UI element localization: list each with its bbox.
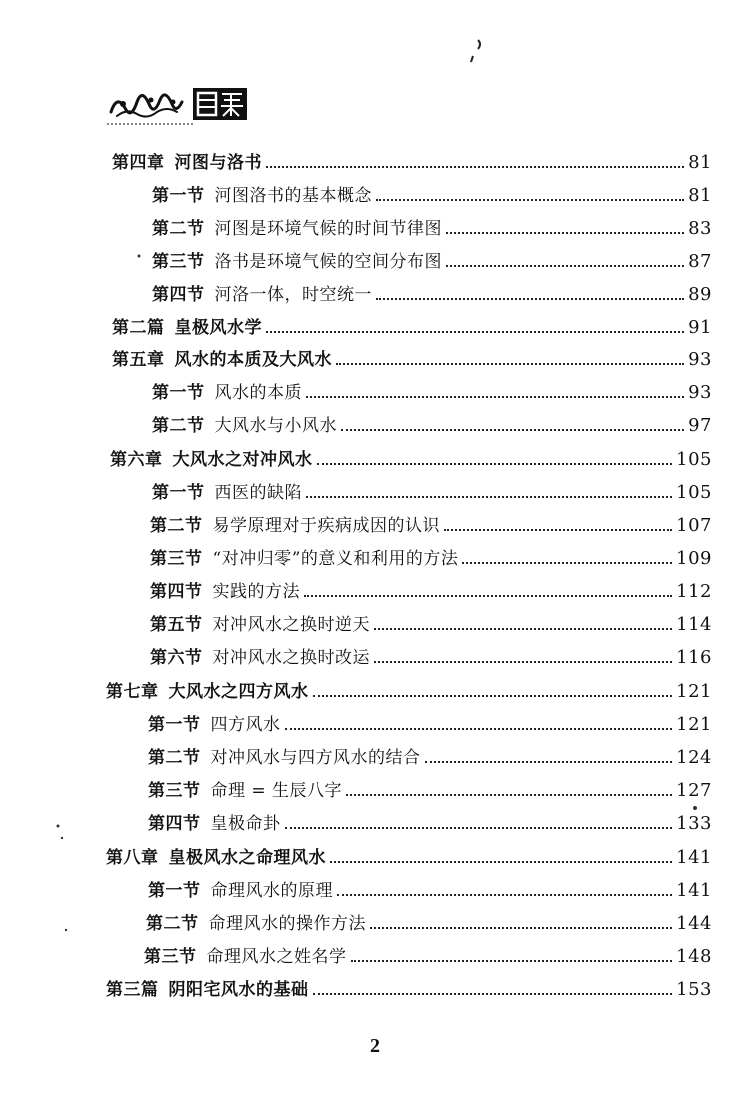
toc-entry-chapter[interactable] xyxy=(106,672,712,702)
toc-entry-page: 87 xyxy=(688,251,712,272)
dot-leader xyxy=(444,529,672,531)
toc-entry-title: 对冲风水之换时改运 xyxy=(212,648,370,668)
toc-entry-title: 河图洛书的基本概念 xyxy=(214,186,372,206)
toc-entry-title: 河图与洛书 xyxy=(174,153,262,173)
toc-entry-number: 第七章 xyxy=(106,682,159,702)
dot-leader xyxy=(313,695,673,697)
toc-entry-section[interactable] xyxy=(150,539,712,569)
dot-leader xyxy=(336,363,684,365)
toc-entry-page: 112 xyxy=(676,581,712,602)
dot-leader xyxy=(266,331,684,333)
toc-entry-label xyxy=(148,781,342,801)
toc-entry-chapter[interactable] xyxy=(106,838,712,868)
toc-entry-label xyxy=(106,848,326,868)
dot-leader xyxy=(374,661,672,663)
toc-entry-title: 命理风水之姓名学 xyxy=(206,947,347,967)
toc-entry-label xyxy=(146,914,366,934)
toc-entry-number: 第三节 xyxy=(150,549,203,569)
toc-entry-number: 第三篇 xyxy=(106,980,159,1000)
dot-leader xyxy=(266,166,684,168)
toc-entry-page: 93 xyxy=(688,382,712,403)
toc-entry-number: 第八章 xyxy=(106,848,159,868)
dot-leader xyxy=(285,827,673,829)
toc-entry-page: 133 xyxy=(676,813,712,834)
toc-entry-chapter[interactable] xyxy=(112,308,712,338)
dot-leader xyxy=(346,794,672,796)
toc-entry-label xyxy=(150,549,458,569)
toc-entry-title: 皇极命卦 xyxy=(210,814,281,834)
toc-entry-section[interactable] xyxy=(152,373,712,403)
toc-entry-number: 第四节 xyxy=(152,285,205,305)
toc-entry-title: 阴阳宅风水的基础 xyxy=(168,980,309,1000)
toc-entry-page: 124 xyxy=(676,747,712,768)
dot-leader xyxy=(376,298,684,300)
toc-entry-title: 易学原理对于疾病成因的认识 xyxy=(212,516,440,536)
toc-entry-page: 105 xyxy=(676,482,712,503)
toc-entry-section[interactable] xyxy=(144,937,712,967)
toc-entry-label xyxy=(148,814,281,834)
toc-entry-label xyxy=(152,219,442,239)
toc-entry-page: 121 xyxy=(676,681,712,702)
toc-entry-title: 河洛一体，时空统一 xyxy=(214,285,372,305)
toc-entry-page: 144 xyxy=(676,913,712,934)
toc-entry-number: 第一节 xyxy=(152,383,205,403)
toc-entry-number: 第六章 xyxy=(110,450,163,470)
dot-leader xyxy=(462,562,672,564)
dot-leader xyxy=(337,894,672,896)
toc-entry-label xyxy=(152,383,302,403)
toc-entry-section[interactable] xyxy=(146,904,712,934)
toc-entry-title: “对冲归零”的意义和利用的方法 xyxy=(212,549,459,569)
toc-entry-title: 大风水之对冲风水 xyxy=(172,450,313,470)
dot-leader xyxy=(425,761,673,763)
toc-entry-page: 141 xyxy=(676,880,712,901)
dot-leader xyxy=(306,396,684,398)
toc-entry-number: 第一节 xyxy=(148,715,201,735)
toc-entry-number: 第五章 xyxy=(112,350,165,370)
toc-entry-title: 命理风水的原理 xyxy=(210,881,333,901)
toc-entry-section[interactable] xyxy=(150,638,712,668)
toc-entry-number: 第二节 xyxy=(150,516,203,536)
dot-leader xyxy=(341,429,684,431)
toc-entry-title: 河图是环境气候的时间节律图 xyxy=(214,219,442,239)
toc-entry-title: 命理 = 生辰八字 xyxy=(210,781,343,801)
toc-entry-title: 风水的本质及大风水 xyxy=(174,350,332,370)
toc-entry-number: 第二篇 xyxy=(112,318,165,338)
toc-entry-label xyxy=(106,980,309,1000)
toc-entry-number: 第五节 xyxy=(150,615,203,635)
toc-entry-chapter[interactable] xyxy=(112,340,712,370)
dot-leader xyxy=(351,960,673,962)
toc-entry-number: 第一节 xyxy=(152,186,205,206)
toc-entry-page: 114 xyxy=(676,614,712,635)
toc-entry-label xyxy=(112,350,332,370)
toc-entry-label xyxy=(112,153,262,173)
toc-entry-label xyxy=(144,947,347,967)
toc-entry-number: 第三节 xyxy=(148,781,201,801)
dot-leader xyxy=(446,265,684,267)
toc-entry-section[interactable] xyxy=(150,506,712,536)
toc-entry-section[interactable] xyxy=(148,871,712,901)
toc-entry-page: 81 xyxy=(688,185,712,206)
dot-leader xyxy=(330,861,672,863)
toc-entry-number: 第六节 xyxy=(150,648,203,668)
dot-leader xyxy=(317,463,673,465)
toc-entry-label xyxy=(150,516,440,536)
toc-entry-page: 97 xyxy=(688,415,712,436)
toc-entry-page: 141 xyxy=(676,847,712,868)
toc-entry-label xyxy=(110,450,313,470)
toc-entry-page: 93 xyxy=(688,349,712,370)
toc-entry-number: 第二节 xyxy=(146,914,199,934)
toc-entry-number: 第四章 xyxy=(112,153,165,173)
toc-entry-number: 第二节 xyxy=(152,416,205,436)
toc-entry-title: 洛书是环境气候的空间分布图 xyxy=(214,252,442,272)
toc-entry-page: 89 xyxy=(688,284,712,305)
toc-entry-chapter[interactable] xyxy=(110,440,712,470)
toc-entry-title: 西医的缺陷 xyxy=(214,483,302,503)
toc-entry-label xyxy=(152,416,337,436)
toc-entry-section[interactable] xyxy=(150,572,712,602)
toc-entry-label xyxy=(150,582,300,602)
toc-entry-label xyxy=(148,748,421,768)
toc-entry-title: 命理风水的操作方法 xyxy=(208,914,366,934)
toc-entry-label xyxy=(152,186,372,206)
toc-entry-number: 第四节 xyxy=(150,582,203,602)
toc-entry-number: 第三节 xyxy=(144,947,197,967)
dot-leader xyxy=(285,728,673,730)
toc-entry-page: 109 xyxy=(676,548,712,569)
toc-entry-title: 大风水与小风水 xyxy=(214,416,337,436)
toc-entry-page: 91 xyxy=(688,317,712,338)
toc-entry-chapter[interactable] xyxy=(112,143,712,173)
toc-entry-section[interactable] xyxy=(152,275,712,305)
toc-entry-title: 四方风水 xyxy=(210,715,281,735)
toc-entry-label xyxy=(106,682,309,702)
toc-entry-section[interactable] xyxy=(152,176,712,206)
toc-entry-title: 对冲风水之换时逆天 xyxy=(212,615,370,635)
toc-entry-chapter[interactable] xyxy=(106,970,712,1000)
toc-entry-section[interactable] xyxy=(150,605,712,635)
toc-entry-page: 148 xyxy=(676,946,712,967)
toc-entry-page: 116 xyxy=(676,647,712,668)
toc-entry-section[interactable] xyxy=(152,473,712,503)
toc-entry-label xyxy=(150,648,370,668)
toc-entry-title: 皇极风水学 xyxy=(174,318,262,338)
toc-entry-section[interactable] xyxy=(152,242,712,272)
toc-entry-label xyxy=(112,318,262,338)
toc-entry-number: 第二节 xyxy=(152,219,205,239)
dot-leader xyxy=(313,993,673,995)
toc-entry-number: 第四节 xyxy=(148,814,201,834)
toc-entry-page: 81 xyxy=(688,152,712,173)
toc-entry-section[interactable] xyxy=(148,804,712,834)
toc-entry-page: 83 xyxy=(688,218,712,239)
toc-entry-section[interactable] xyxy=(148,771,712,801)
dot-leader xyxy=(374,628,672,630)
toc-entry-page: 105 xyxy=(676,449,712,470)
dot-leader xyxy=(306,496,672,498)
toc-entry-title: 皇极风水之命理风水 xyxy=(168,848,326,868)
dot-leader xyxy=(370,927,672,929)
toc-entry-title: 大风水之四方风水 xyxy=(168,682,309,702)
dot-leader xyxy=(376,199,684,201)
toc-entry-section[interactable] xyxy=(148,705,712,735)
toc-entry-page: 107 xyxy=(676,515,712,536)
toc-entry-title: 对冲风水与四方风水的结合 xyxy=(210,748,421,768)
dot-leader xyxy=(304,595,672,597)
dot-leader xyxy=(446,232,684,234)
toc-entry-title: 实践的方法 xyxy=(212,582,300,602)
toc-entry-label xyxy=(152,483,302,503)
toc-entry-section[interactable] xyxy=(152,406,712,436)
toc-entry-page: 121 xyxy=(676,714,712,735)
toc-entry-label xyxy=(150,615,370,635)
toc-entry-page: 153 xyxy=(676,979,712,1000)
toc-entry-number: 第三节 xyxy=(152,252,205,272)
toc-entry-label xyxy=(148,881,333,901)
page-number: 2 xyxy=(370,1035,380,1057)
toc-entry-title: 风水的本质 xyxy=(214,383,302,403)
toc-entry-number: 第二节 xyxy=(148,748,201,768)
toc-entry-number: 第一节 xyxy=(152,483,205,503)
toc-entry-number: 第一节 xyxy=(148,881,201,901)
toc-entry-page: 127 xyxy=(676,780,712,801)
toc-entry-section[interactable] xyxy=(152,209,712,239)
toc-entry-label xyxy=(152,285,372,305)
toc-entry-label xyxy=(152,252,442,272)
toc-entry-label xyxy=(148,715,281,735)
toc-entry-section[interactable] xyxy=(148,738,712,768)
